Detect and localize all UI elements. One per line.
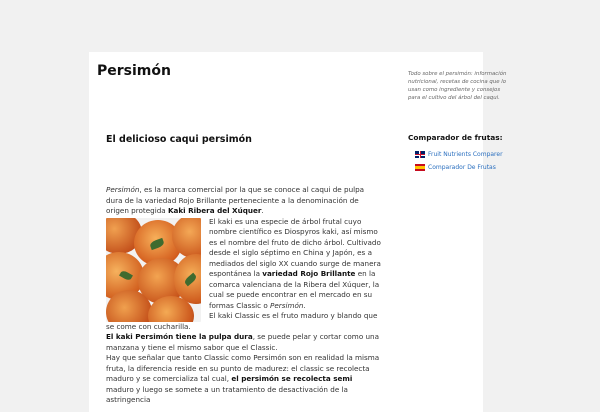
widget-link-item	[415, 164, 505, 172]
text-bold: variedad Rojo Brillante	[262, 269, 356, 278]
persimmon-image	[106, 218, 201, 322]
text: , es la marca comercial por la que se conoce al caqui de pulpa dura de la variedad Rojo Brillante perteneciente a la denominación de origen protegida	[106, 185, 365, 215]
text-bold: El kaki Persimón tiene la pulpa dura	[106, 332, 253, 341]
text-italic: Persimón	[270, 300, 304, 310]
text: en la comarca valenciana de la Ribera del Xúquer, la cual se puede encontrar en el mercado en su formas Classic o	[209, 269, 380, 310]
uk-flag-icon	[415, 151, 425, 158]
text: .	[261, 206, 264, 215]
link-fruit-nutrients-comparer[interactable]: Fruit Nutrients Comparer	[428, 151, 503, 158]
text: maduro y luego se somete a un tratamiento de desactivación de la astringencia	[106, 384, 348, 404]
text-bold: el persimón se recolecta semi	[231, 374, 353, 383]
link-comparador-de-frutas[interactable]: Comparador De Frutas	[428, 164, 496, 171]
text: Hay que señalar que tanto Classic como Persimón son en realidad la misma fruta, la diferencia reside en su punto de madurez: el classic se recolecta maduro y se comercializa tal cual,	[106, 353, 380, 383]
brand-name: Persimón	[106, 185, 140, 194]
site-tagline: Todo sobre el persimón: información nutricional, recetas de cocina que lo usan como ingrediente y consejos para el cultivo del árbol del caqui.	[408, 71, 507, 102]
widget-title-fruit-comparer: Comparador de frutas:	[408, 133, 503, 142]
widget-link-item	[415, 151, 505, 159]
text: .	[303, 300, 306, 310]
post-content	[106, 185, 382, 406]
widget-link-list	[415, 151, 505, 172]
spain-flag-icon	[415, 164, 425, 171]
paragraph-classic: El kaki Classic es el fruto maduro y blando que se come con cucharilla.	[106, 311, 378, 331]
post-title[interactable]: El delicioso caqui persimón	[106, 134, 252, 145]
site-title[interactable]: Persimón	[97, 63, 171, 79]
paragraph-intro	[106, 185, 382, 217]
paragraph-persimon	[106, 332, 382, 353]
text: , se puede pelar y cortar como una manzana y tiene el mismo sabor que el Classic.	[106, 332, 380, 352]
paragraph-difference	[106, 353, 382, 406]
text: El kaki es una especie de árbol frutal cuyo nombre científico es Diospyros kaki, así mismo es el nombre del fruto de dicho árbol. Cultivado desde el siglo séptimo en China y Japón, es a mediados del siglo XX cuando surge de manera espontánea la	[209, 216, 381, 278]
text-bold: Kaki Ribera del Xúquer	[167, 206, 262, 215]
